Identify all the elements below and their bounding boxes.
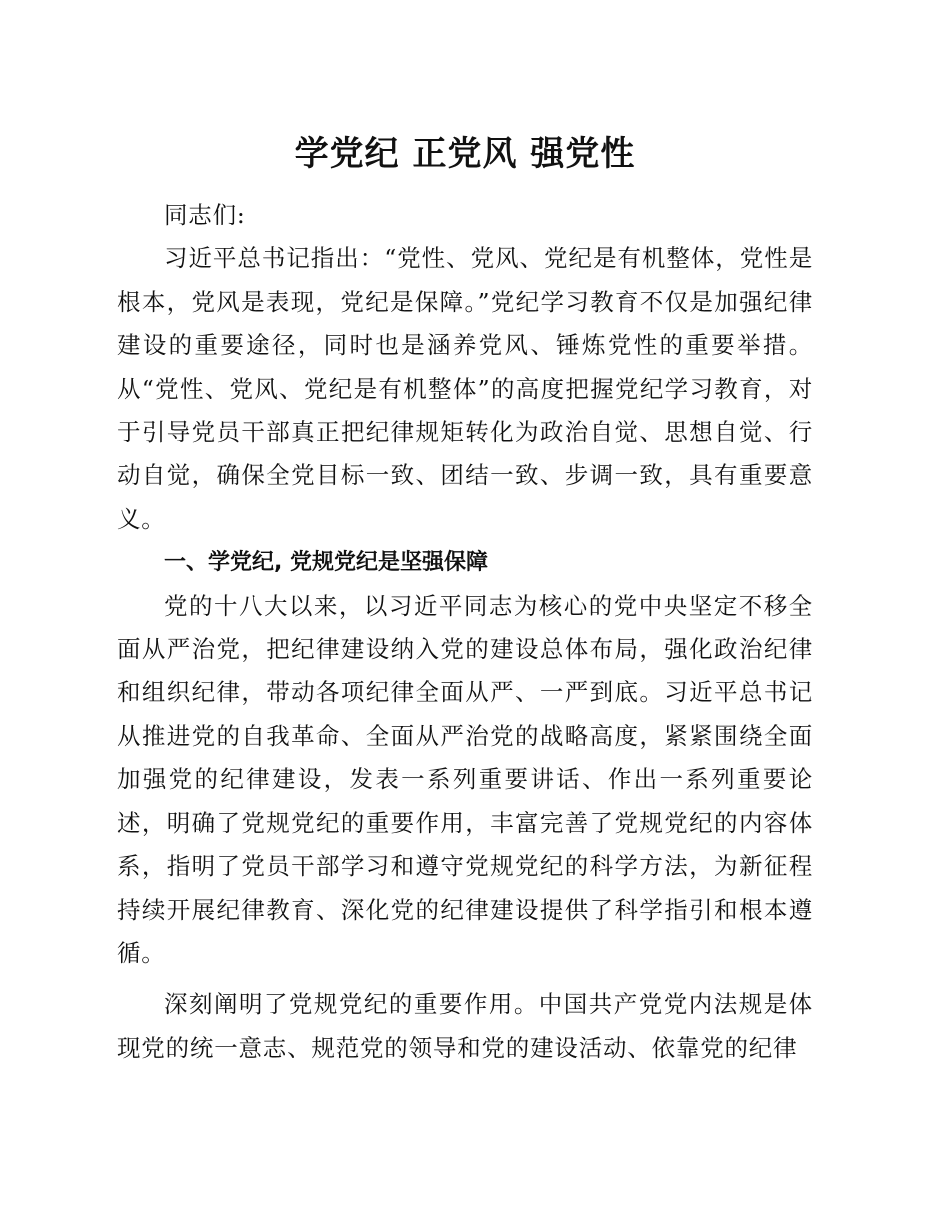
paragraph-intro: 习近平总书记指出：“党性、党风、党纪是有机整体，党性是根本，党风是表现，党纪是保障。”党纪学习教育不仅是加强纪律建设的重要途径，同时也是涵养党风、锤炼党性的重要举措。从“党性、党风、党纪是有机整体”的高度把握党纪学习教育，对于引导党员干部真正把纪律规矩转化为政治自觉、思想自觉、行动自觉，确保全党目标一致、团结一致、步调一致，具有重要意义。 [117, 244, 813, 533]
salutation: 同志们: [164, 201, 246, 229]
document-body [117, 128, 813, 1070]
paragraph-section1-body: 党的十八大以来，以习近平同志为核心的党中央坚定不移全面从严治党，把纪律建设纳入党的建设总体布局，强化政治纪律和组织纪律，带动各项纪律全面从严、一严到底。习近平总书记从推进党的自我革命、全面从严治党的战略高度，紧紧围绕全面加强党的纪律建设，发表一系列重要讲话、作出一系列重要论述，明确了党规党纪的重要作用，丰富完善了党规党纪的内容体系，指明了党员干部学习和遵守党规党纪的科学方法，为新征程持续开展纪律教育、深化党的纪律建设提供了科学指引和根本遵循。 [117, 591, 813, 967]
paragraph-section1-point1: 深刻阐明了党规党纪的重要作用。中国共产党党内法规是体现党的统一意志、规范党的领导和党的建设活动、依靠党的纪律 [117, 990, 813, 1062]
document-title: 学党纪 正党风 强党性 [294, 134, 636, 174]
section-heading-1: 一、学党纪, 党规党纪是坚强保障 [164, 550, 489, 576]
